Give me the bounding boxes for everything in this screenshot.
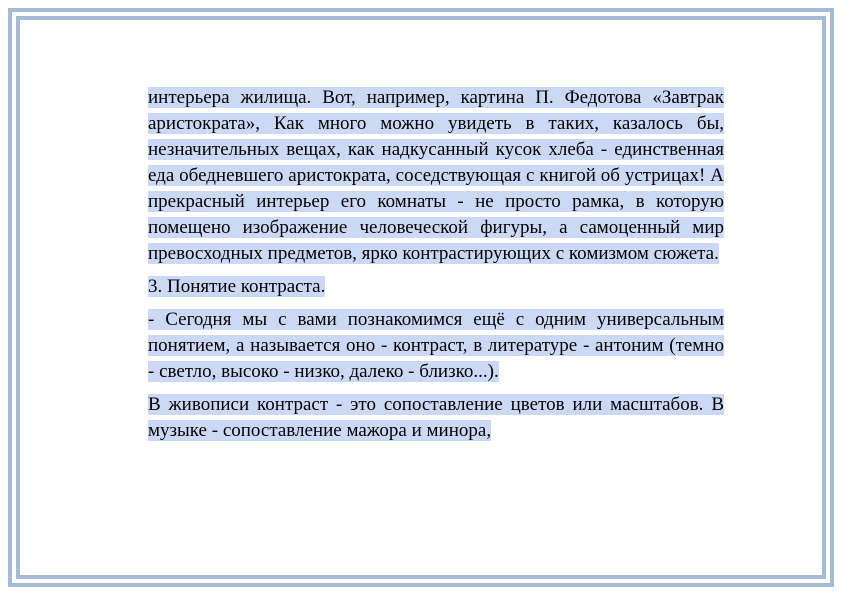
paragraph-heading-contrast: 3. Понятие контраста.: [148, 276, 326, 297]
paragraph-interior: интерьера жилища. Вот, например, картина П. Федотова «Завтрак аристократа», Как много можно увидеть в таких, казалось бы, незначительных вещах, как надкусанный кусок хлеба - единственная еда обедневшего аристократа, соседствующая с книгой об устрицах! А прекрасный интерьер его комнаты - не просто рамка, в которую помещено изображение человеческой фигуры, а самоценный мир превосходных предметов, ярко контрастирующих с комизмом сюжета.: [148, 87, 724, 264]
paragraph-painting-music: В живописи контраст - это сопоставление цветов или масштабов. В музыке - сопоставление мажора и минора,: [148, 394, 724, 441]
text-body: [148, 85, 724, 451]
paragraph-contrast-intro: - Сегодня мы с вами познакомимся ещё с одним универсальным понятием, а называется оно - контраст, в литературе - антоним (темно - светло, высоко - низко, далеко - близко...).: [148, 309, 724, 382]
